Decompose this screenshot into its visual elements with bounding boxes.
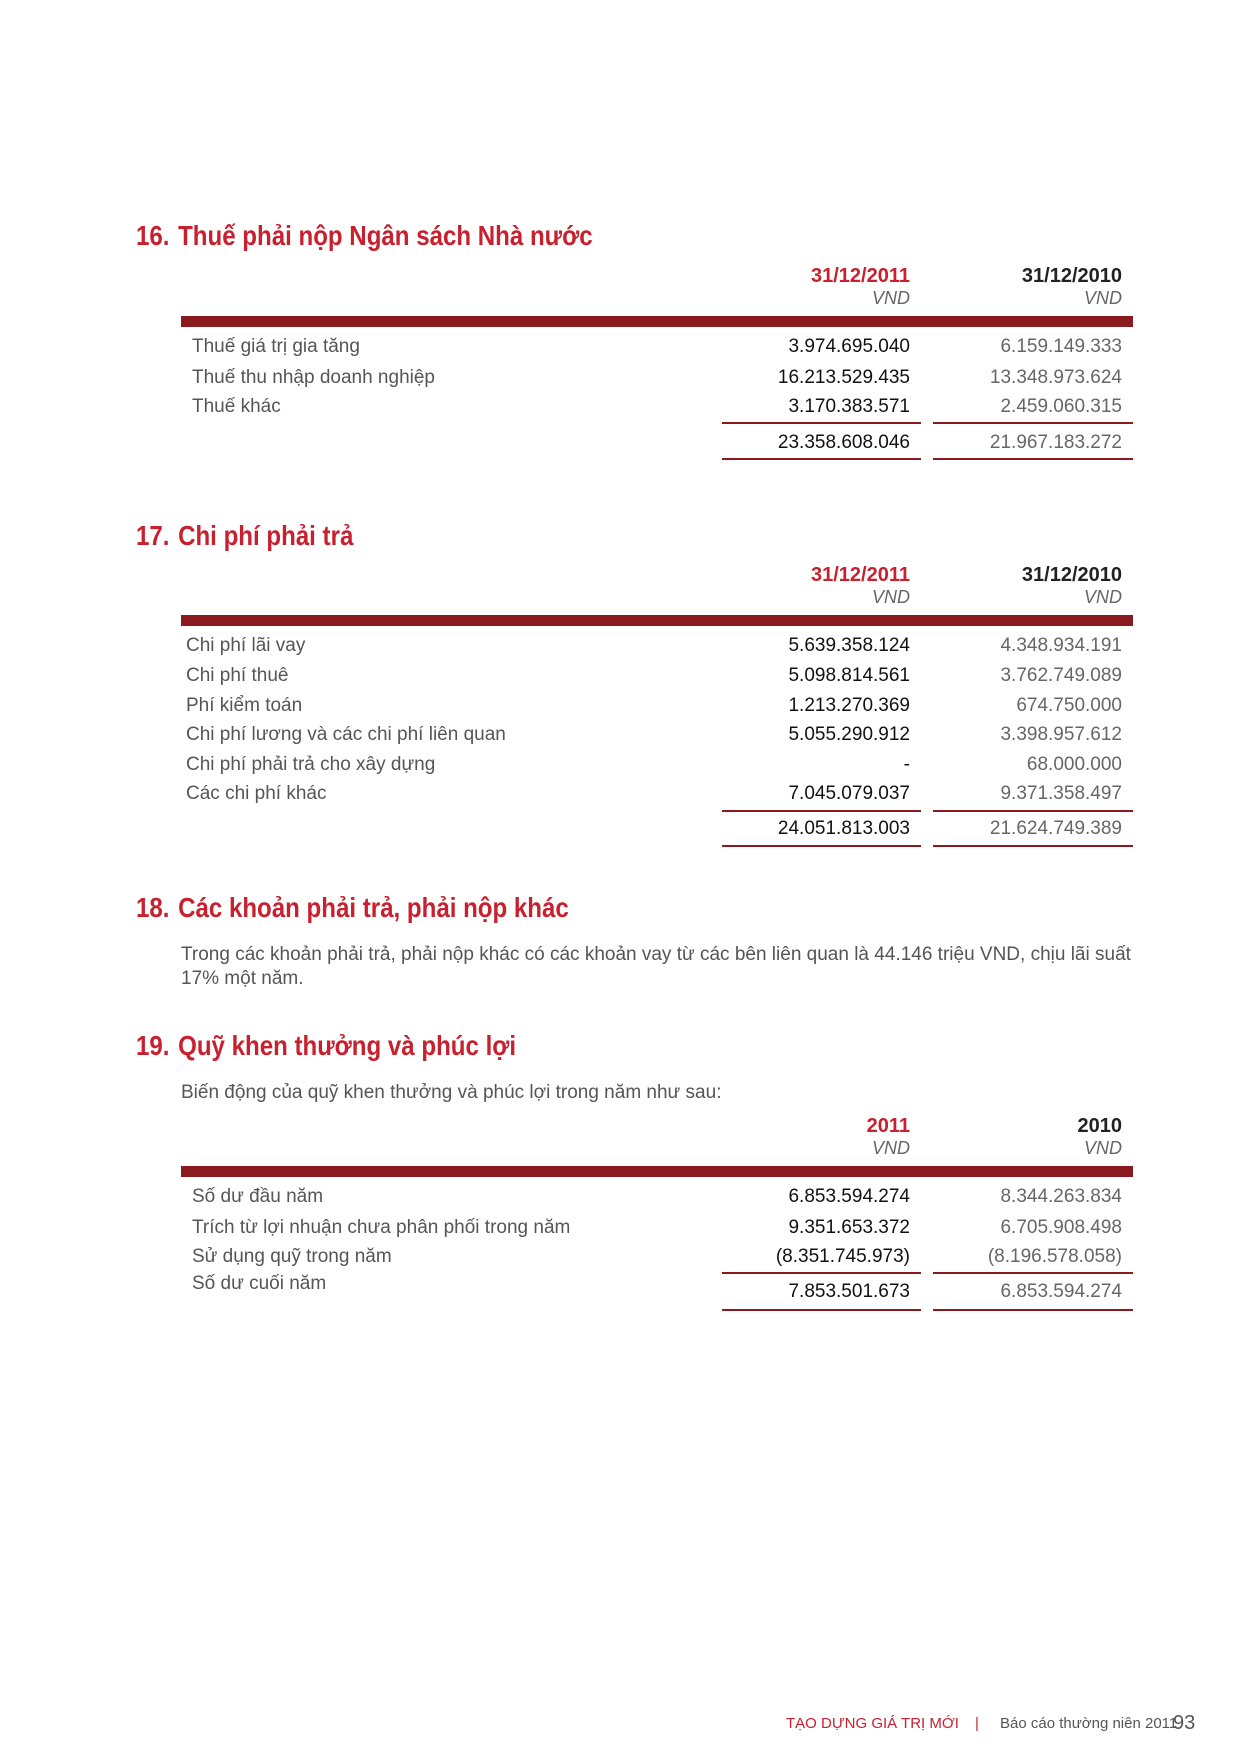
s17-header-bar [181, 615, 1133, 626]
section-18-title: 18. Các khoản phải trả, phải nộp khác [136, 892, 569, 923]
footer-report-title: Báo cáo thường niên 2011 [1000, 1715, 1178, 1732]
section-19-title: 19. Quỹ khen thưởng và phúc lợi [136, 1030, 517, 1061]
s19-col-2011: 2011 VND [866, 1115, 910, 1158]
section-18-text: Trong các khoản phải trả, phải nộp khác có các khoản vay từ các bên liên quan là 44.146 triệu VND, chịu lãi suất 17% một năm. [181, 944, 1131, 989]
s17-col-2011: 31/12/2011 VND [811, 564, 910, 607]
table-row: Phí kiểm toán 1.213.270.369 674.750.000 [186, 695, 1122, 716]
s16-col-2011: 31/12/2011 VND [811, 265, 910, 308]
total-line-2010 [933, 458, 1133, 460]
table-row: Thuế thu nhập doanh nghiệp 16.213.529.435 13.348.973.624 [192, 367, 1122, 388]
subtotal-line-2011 [722, 1272, 921, 1274]
section-17-title: 17. Chi phí phải trả [136, 520, 354, 551]
total-line-2011 [722, 458, 921, 460]
table-row: Chi phí phải trả cho xây dựng - 68.000.000 [186, 754, 1122, 775]
table-row: Chi phí lương và các chi phí liên quan 5.055.290.912 3.398.957.612 [186, 724, 1122, 745]
footer-brand: TẠO DỰNG GIÁ TRỊ MỚI [786, 1715, 959, 1732]
total-row: 23.358.608.046 21.967.183.272 [777, 432, 1122, 453]
table-row: Sử dụng quỹ trong năm (8.351.745.973) (8.196.578.058) [192, 1246, 1122, 1267]
subtotal-line-2011 [722, 810, 921, 812]
section-19-intro: Biến động của quỹ khen thưởng và phúc lợi trong năm như sau: [181, 1082, 722, 1103]
total-line-2011 [722, 1309, 921, 1311]
subtotal-line-2010 [933, 810, 1133, 812]
s19-header-bar [181, 1166, 1133, 1177]
total-row: Số dư cuối năm 7.853.501.673 6.853.594.274 [192, 1273, 1122, 1302]
total-line-2010 [933, 845, 1133, 847]
section-16-title: 16. Thuế phải nộp Ngân sách Nhà nước [136, 220, 593, 251]
table-row: Số dư đầu năm 6.853.594.274 8.344.263.834 [192, 1186, 1122, 1207]
subtotal-line-2010 [933, 1272, 1133, 1274]
footer-separator: | [975, 1715, 979, 1732]
s16-header-bar [181, 316, 1133, 327]
s19-col-2010: 2010 VND [1077, 1115, 1122, 1158]
total-row: 24.051.813.003 21.624.749.389 [777, 818, 1122, 839]
subtotal-line-2010 [933, 422, 1133, 424]
table-row: Trích từ lợi nhuận chưa phân phối trong năm 9.351.653.372 6.705.908.498 [192, 1217, 1122, 1238]
table-row: Thuế khác 3.170.383.571 2.459.060.315 [192, 396, 1122, 417]
page-footer [0, 1712, 1241, 1739]
total-line-2010 [933, 1309, 1133, 1311]
table-row: Thuế giá trị gia tăng 3.974.695.040 6.159.149.333 [192, 336, 1122, 357]
page-number: 93 [1173, 1712, 1196, 1734]
subtotal-line-2011 [722, 422, 921, 424]
s17-col-2010: 31/12/2010 VND [1021, 564, 1122, 607]
table-row: Chi phí lãi vay 5.639.358.124 4.348.934.191 [186, 635, 1122, 656]
table-row: Chi phí thuê 5.098.814.561 3.762.749.089 [186, 665, 1122, 686]
total-line-2011 [722, 845, 921, 847]
s16-col-2010: 31/12/2010 VND [1021, 265, 1122, 308]
table-row: Các chi phí khác 7.045.079.037 9.371.358.497 [186, 783, 1122, 804]
